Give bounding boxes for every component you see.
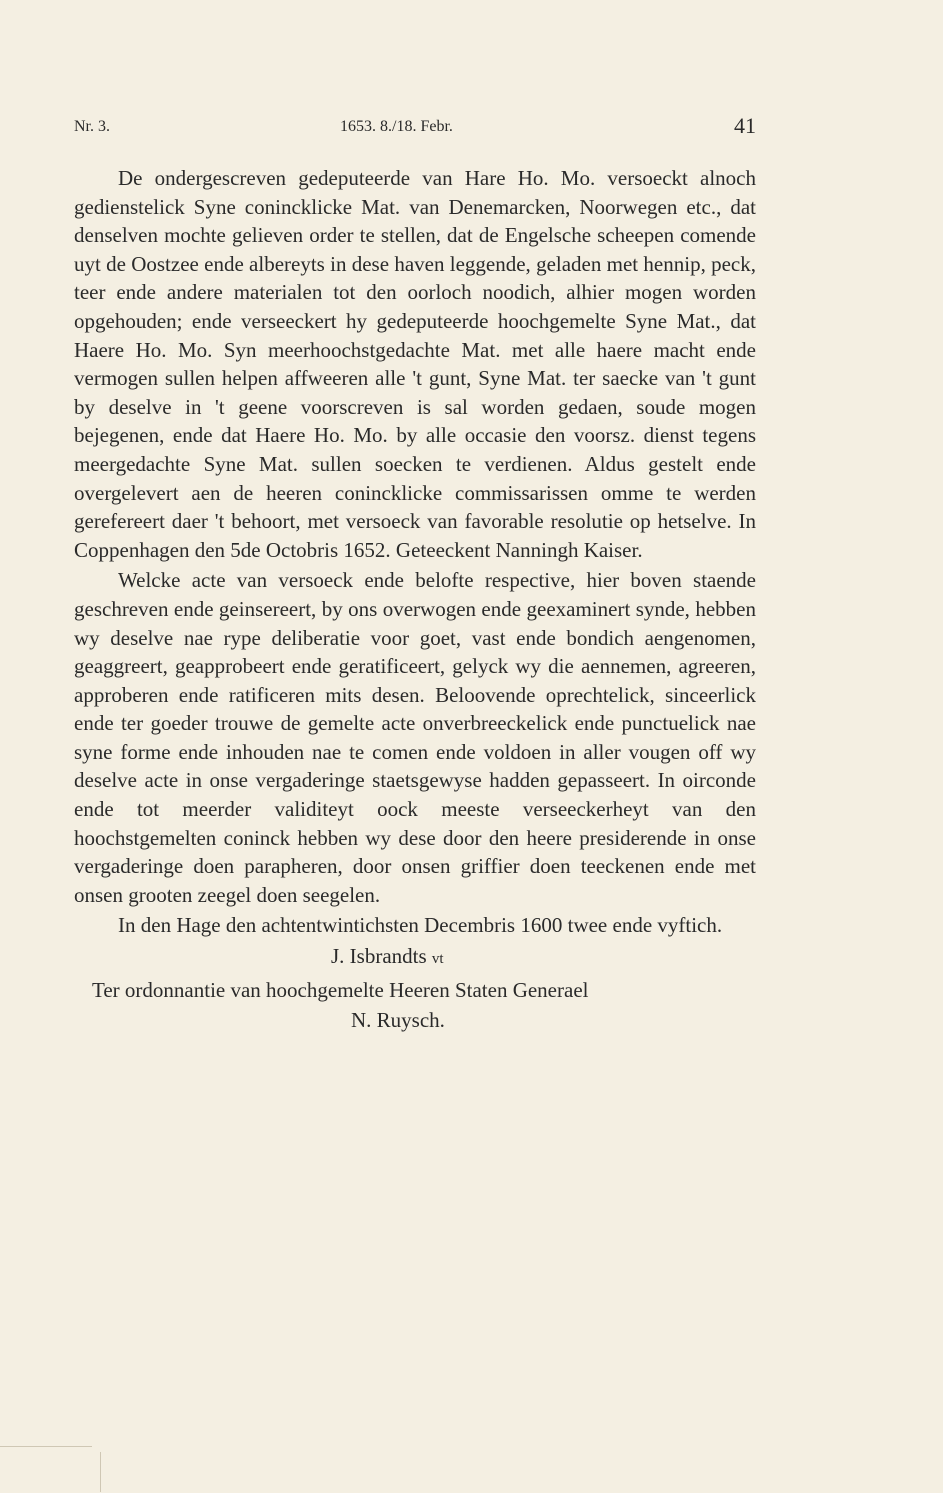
order-line: Ter ordonnantie van hoochgemelte Heeren Staten Generael — [92, 977, 589, 1002]
page-body — [74, 164, 756, 1035]
signature-suffix: vt — [431, 951, 444, 968]
margin-tick — [100, 1452, 101, 1492]
page-number: 41 — [734, 113, 756, 138]
paragraph-request: De ondergescreven gedeputeerde van Hare Ho. Mo. versoeckt alnoch gedienstelick Syne conincklicke Mat. van Denemarcken, Noorwegen etc., dat denselven mochte gelieven order te stellen, dat de Engelsche scheepen comende uyt de Oostzee ende albereyts in dese haven leggende, geladen met hennip, peck, teer ende andere materialen tot den oorloch noodich, alhier mogen worden opgehouden; ende verseeckert hy gedeputeerde hoochgemelte Syne Mat., dat Haere Ho. Mo. Syn meerhoochstgedachte Mat. met alle haere macht ende vermogen sullen helpen affweeren alle 't gunt, Syne Mat. ter saecke van 't gunt by deselve in 't geene voorscreven is sal worden gedaen, soude mogen bejegenen, ende dat Haere Ho. Mo. by alle occasie den voorsz. dienst tegens meergedachte Syne Mat. sullen soecken te verdienen. Aldus gestelt ende overgelevert aen de heeren conincklicke commissarissen omme te werden gerefereert daer 't behoort, met versoeck van favorable resolutie op hetselve. In Coppenhagen den 5de Octobris 1652. Geteeckent Nanningh Kaiser. — [74, 166, 756, 562]
page-header — [74, 113, 756, 142]
paragraph-dateline: In den Hage den achtentwintichsten Decembris 1600 twee ende vyftich. — [118, 913, 723, 938]
document-number: Nr. 3. — [74, 118, 110, 135]
signature-isbrandts — [74, 942, 756, 974]
signature-ruysch: N. Ruysch. — [351, 1008, 445, 1033]
document-date: 1653. 8./18. Febr. — [340, 118, 453, 135]
signature-name: J. Isbrandts — [331, 944, 427, 969]
paragraph-ratification: Welcke acte van versoeck ende belofte respective, hier boven staende geschreven ende geinsereert, by ons overwogen ende geexaminert synde, hebben wy deselve nae rype deliberatie voor goet, vast ende bondich aengenomen, geaggreert, geapprobeert ende geratificeert, gelyck wy die aennemen, agreeren, approberen ende ratificeren mits desen. Beloovende oprechtelick, sinceerlick ende ter goeder trouwe de gemelte acte onverbreeckelick ende punctuelick nae syne forme ende inhouden nae te comen ende voldoen in aller vougen off wy deselve acte in onse vergaderinge staetsgewyse hadden gepasseert. In oirconde ende tot meerder validiteyt oock meeste verseeckerheyt van den hoochstgemelten coninck hebben wy dese door den heere presiderende in onse vergaderinge doen parapheren, door onsen griffier doen teeckenen ende met onsen grooten zeegel doen seegelen. — [74, 568, 756, 907]
margin-rule — [0, 1446, 92, 1447]
